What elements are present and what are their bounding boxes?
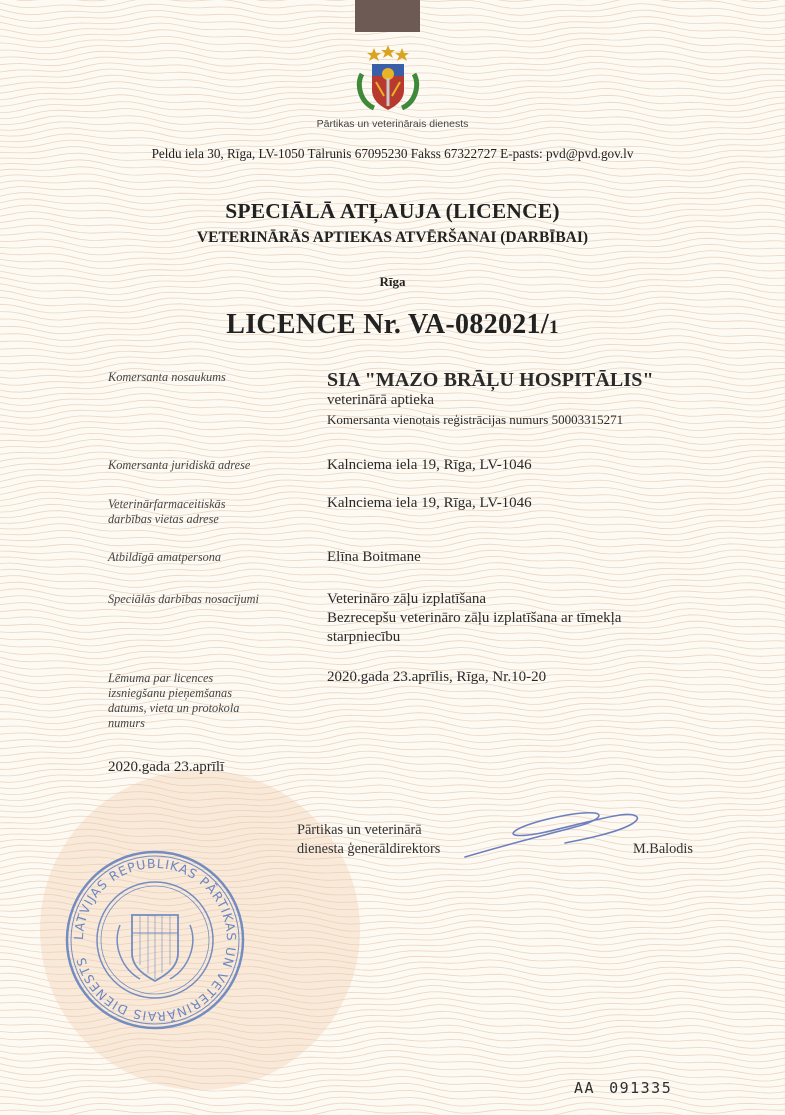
top-tab — [355, 0, 420, 32]
registration-number-label: Komersanta vienotais reģistrācijas numurs — [327, 412, 549, 427]
conditions-label: Speciālās darbības nosacījumi — [108, 592, 259, 606]
signatory-role-line2: dienesta ģenerāldirektors — [297, 841, 441, 857]
signatory-role-line1: Pārtikas un veterinārā — [297, 822, 422, 838]
serial-series: AA — [574, 1079, 596, 1097]
document-subtitle: VETERINĀRĀS APTIEKAS ATVĒRŠANAI (DARBĪBAI) — [196, 229, 589, 246]
signatory-role — [297, 821, 440, 859]
activity-address-label-line2: darbības vietas adrese — [108, 512, 219, 526]
coat-of-arms-icon — [354, 44, 422, 114]
agency-contacts: Peldu iela 30, Rīga, LV-1050 Tālrunis 67095230 Fakss 67322727 E-pasts: pvd@pvd.gov.lv — [151, 146, 634, 161]
decision-label-line: Lēmuma par licences — [108, 671, 214, 685]
condition-line: Bezrecepšu veterināro zāļu izplatīšana ar tīmekļa — [327, 610, 622, 626]
issue-city: Rīga — [379, 274, 406, 289]
company-name: SIA "MAZO BRĀĻU HOSPITĀLIS" — [327, 369, 654, 391]
decision-label — [108, 671, 308, 731]
decision-label-line: datums, vieta un protokola — [108, 701, 240, 715]
official-seal — [60, 845, 250, 1035]
licence-number-main: LICENCE Nr. VA-082021/ — [226, 309, 549, 340]
company-type: veterinārā aptieka — [327, 392, 435, 408]
agency-name: Pārtikas un veterinārais dienests — [316, 118, 469, 130]
registration-number: 50003315271 — [551, 412, 624, 427]
responsible-person-value: Elīna Boitmane — [327, 549, 421, 565]
decision-label-line: numurs — [108, 716, 145, 730]
activity-address-value: Kalnciema iela 19, Rīga, LV-1046 — [327, 495, 532, 511]
licence-number — [0, 309, 785, 341]
responsible-person-label: Atbildīgā amatpersona — [108, 550, 222, 564]
condition-line: starpniecību — [327, 629, 401, 645]
conditions-value — [327, 590, 727, 647]
licence-number-suffix: 1 — [548, 317, 559, 338]
registration-number-line — [327, 410, 727, 429]
signatory-name: M.Balodis — [633, 841, 693, 857]
activity-address-label-line1: Veterinārfarmaceitiskās — [108, 497, 226, 511]
legal-address-label: Komersanta juridiskā adrese — [108, 458, 251, 472]
legal-address-value: Kalnciema iela 19, Rīga, LV-1046 — [327, 457, 532, 473]
serial-number: 091335 — [609, 1079, 673, 1097]
decision-label-line: izsniegšanu pieņemšanas — [108, 686, 232, 700]
merchant-name-label: Komersanta nosaukums — [108, 370, 226, 384]
merchant-name-block — [327, 369, 727, 429]
decision-value: 2020.gada 23.aprīlis, Rīga, Nr.10-20 — [327, 669, 547, 685]
document-title: SPECIĀLĀ ATĻAUJA (LICENCE) — [225, 199, 560, 223]
document-serial — [574, 1079, 672, 1097]
issue-date: 2020.gada 23.aprīlī — [108, 759, 225, 775]
seal-text: LATVIJAS REPUBLIKAS PĀRTIKAS UN VETERINĀRAIS DIENESTS — [70, 855, 240, 1025]
condition-line: Veterināro zāļu izplatīšana — [327, 591, 487, 607]
activity-address-label — [108, 497, 308, 527]
handwritten-signature — [455, 805, 655, 865]
